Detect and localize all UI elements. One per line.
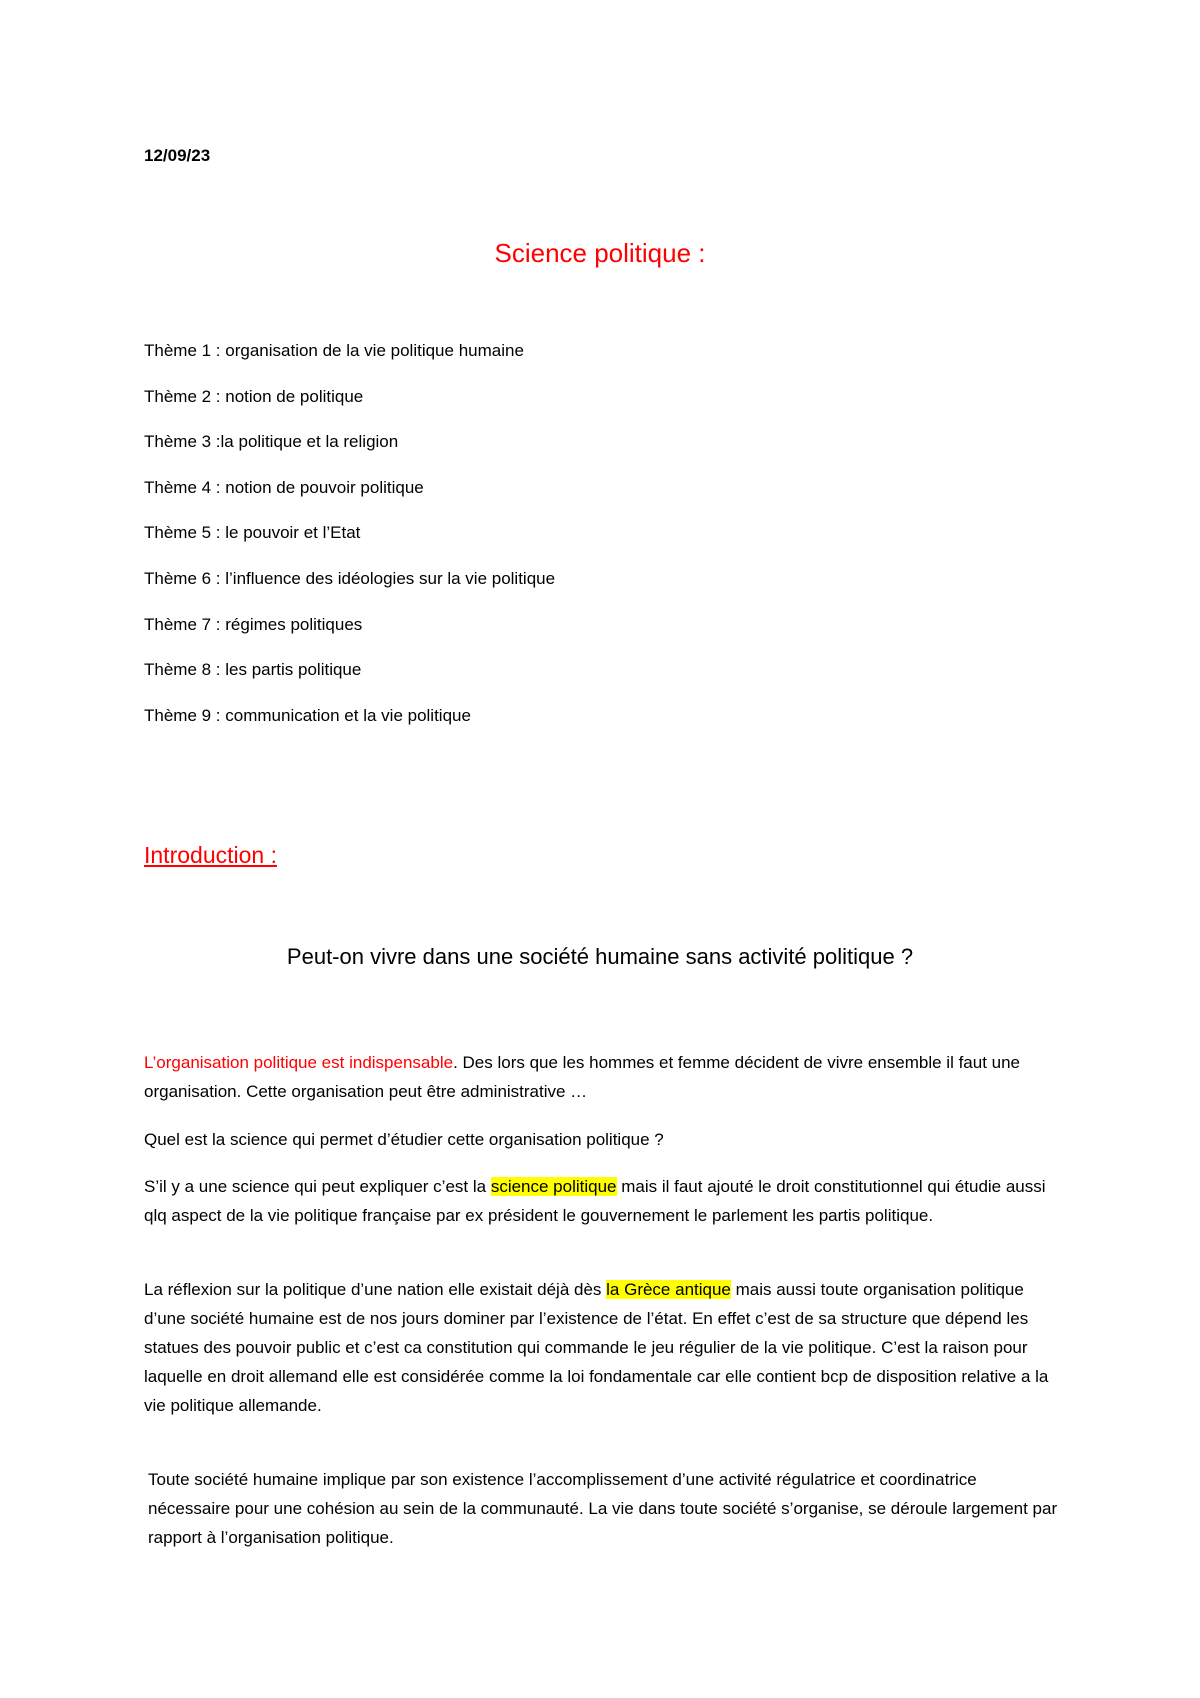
theme-item: Thème 6 : l’influence des idéologies sur la vie politique [144, 568, 556, 588]
paragraph-5: Toute société humaine implique par son existence l’accomplissement d’une activité régulatrice et coordinatrice nécessaire pour une cohésion au sein de la communauté. La vie dans toute société s’organise, se déroule largement par rapport à l’organisation politique. [148, 1470, 1058, 1547]
theme-item: Thème 3 :la politique et la religion [144, 432, 399, 452]
theme-list [144, 340, 555, 750]
theme-item: Thème 5 : le pouvoir et l’Etat [144, 523, 361, 543]
paragraph-4-highlight: la Grèce antique [606, 1280, 731, 1299]
theme-item: Thème 7 : régimes politiques [144, 614, 363, 634]
document-title: Science politique : [494, 238, 706, 268]
paragraph-4-before: La réflexion sur la politique d’une nation elle existait déjà dès [144, 1280, 607, 1299]
paragraph-3-before: S’il y a une science qui peut expliquer c’est la [144, 1177, 491, 1196]
paragraph-3-after: mais il faut ajouté le droit constitutionnel qui étudie aussi qlq aspect de la vie politique française par ex président le gouvernement le parlement les partis politique. [144, 1177, 1046, 1225]
paragraph-4-after: mais aussi toute organisation politique d’une société humaine est de nos jours dominer par l’existence de l’état. En effet c’est de sa structure que dépend les statues des pouvoir public et c’est ca constitution qui commande le jeu régulier de la vie politique. C’est la raison pour laquelle en droit allemand elle est considérée comme la loi fondamentale car elle contient bcp de disposition relative a la vie politique allemande. [144, 1280, 1049, 1415]
paragraph-1-lead: L’organisation politique est indispensable [144, 1053, 454, 1072]
paragraph-1 [144, 1048, 1056, 1106]
paragraph-4 [144, 1275, 1056, 1420]
theme-item: Thème 4 : notion de pouvoir politique [144, 477, 424, 497]
theme-item: Thème 2 : notion de politique [144, 386, 364, 406]
paragraph-3-highlight: science politique [490, 1177, 617, 1196]
theme-item: Thème 9 : communication et la vie politique [144, 705, 471, 725]
introduction-question: Peut-on vivre dans une société humaine sans activité politique ? [286, 944, 914, 969]
theme-item: Thème 1 : organisation de la vie politique humaine [144, 341, 524, 360]
paragraph-2: Quel est la science qui permet d’étudier cette organisation politique ? [144, 1130, 664, 1149]
paragraph-3 [144, 1172, 1056, 1230]
introduction-heading: Introduction : [144, 842, 277, 868]
document-date: 12/09/23 [144, 146, 211, 165]
theme-item: Thème 8 : les partis politique [144, 660, 362, 680]
paragraph-1-rest: . Des lors que les hommes et femme décident de vivre ensemble il faut une organisation. Cette organisation peut être administrative … [144, 1053, 1021, 1101]
